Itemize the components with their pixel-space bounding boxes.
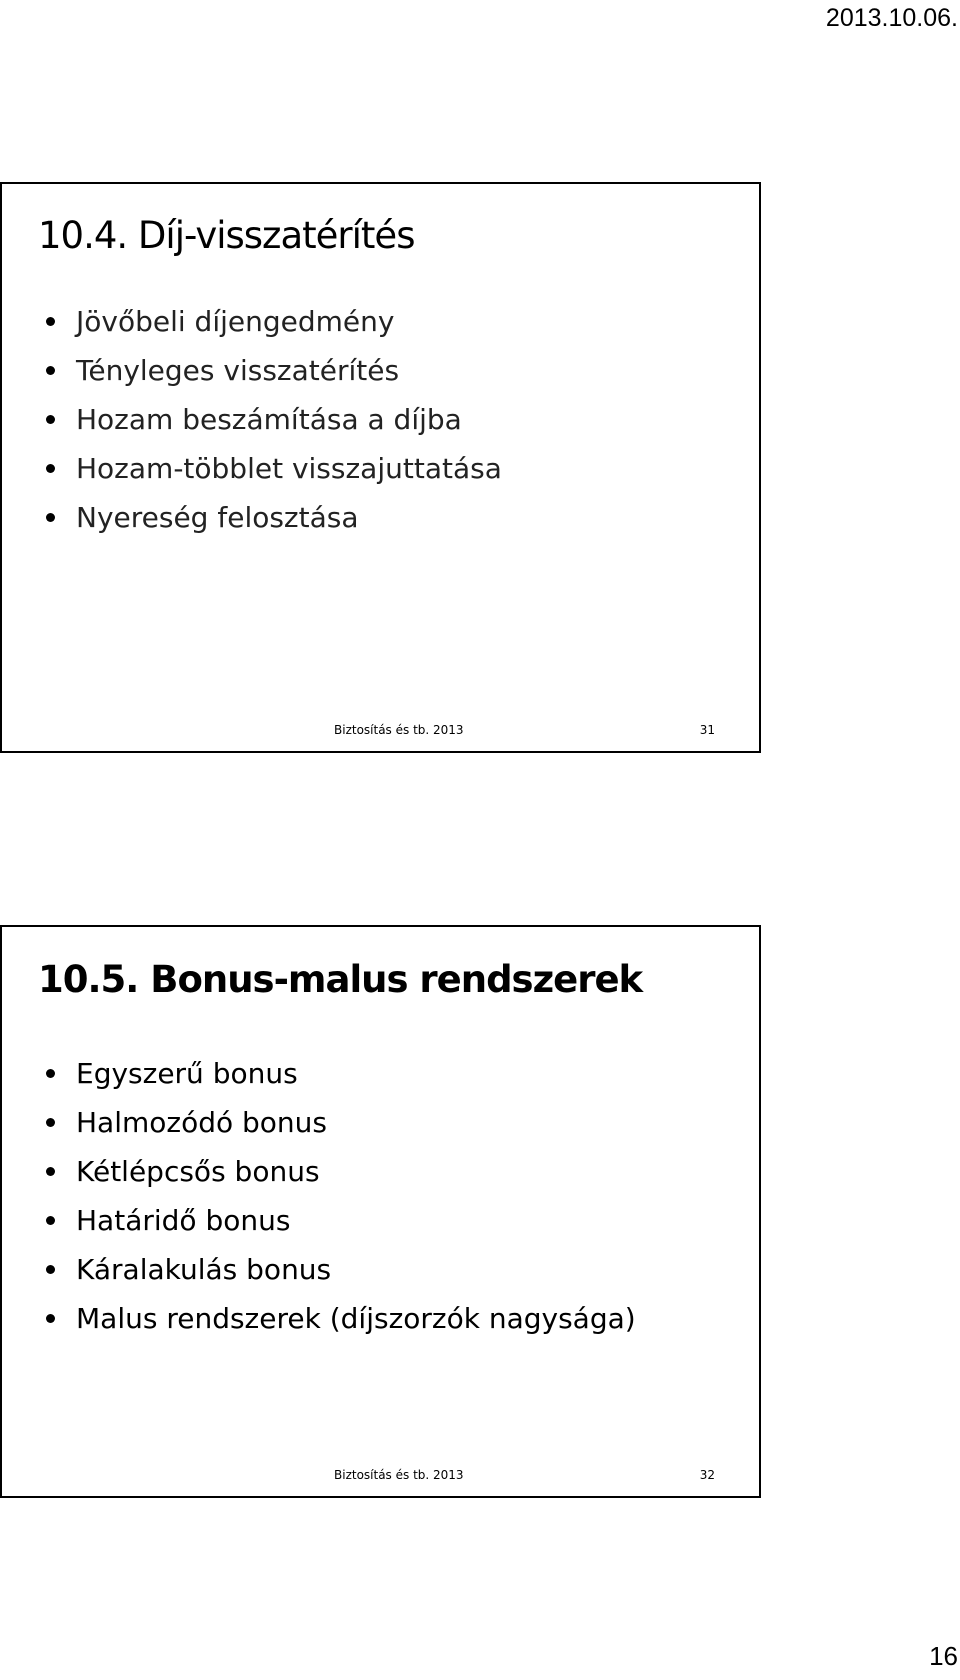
slide-footer-caption: Biztosítás és tb. 2013	[334, 1468, 464, 1482]
bullet-icon	[46, 1069, 55, 1078]
slide-title-number: 10.4.	[38, 214, 128, 257]
slide-title	[38, 958, 642, 1001]
bullet-icon	[46, 366, 55, 375]
bullet-icon	[46, 464, 55, 473]
list-item	[46, 297, 502, 346]
slide-title-text: Bonus-malus rendszerek	[150, 958, 643, 1001]
slide-31	[0, 182, 761, 753]
page-number: 16	[929, 1641, 958, 1671]
list-item-text: Kétlépcsős bonus	[76, 1155, 320, 1188]
list-item-text: Nyereség felosztása	[76, 501, 359, 534]
list-item	[46, 444, 502, 493]
page-date: 2013.10.06.	[825, 4, 958, 32]
list-item-text: Káralakulás bonus	[76, 1253, 332, 1286]
bullet-icon	[46, 1314, 55, 1323]
list-item	[46, 493, 502, 542]
bullet-icon	[46, 1216, 55, 1225]
bullet-icon	[46, 415, 55, 424]
list-item-text: Malus rendszerek (díjszorzók nagysága)	[76, 1302, 636, 1335]
list-item	[46, 1147, 636, 1196]
list-item	[46, 1245, 636, 1294]
slide-footer-caption: Biztosítás és tb. 2013	[334, 723, 464, 737]
slide-title-text: Díj-visszatérítés	[137, 214, 415, 257]
bullet-icon	[46, 1118, 55, 1127]
bullet-list	[46, 297, 502, 542]
list-item-text: Halmozódó bonus	[76, 1106, 328, 1139]
slide-32	[0, 925, 761, 1498]
list-item-text: Hozam-többlet visszajuttatása	[76, 452, 502, 485]
list-item-text: Tényleges visszatérítés	[76, 354, 400, 387]
list-item	[46, 1049, 636, 1098]
bullet-icon	[46, 513, 55, 522]
list-item	[46, 1098, 636, 1147]
bullet-icon	[46, 317, 55, 326]
list-item-text: Jövőbeli díjengedmény	[76, 305, 395, 338]
slide-title-number: 10.5.	[38, 958, 139, 1001]
slide-title	[38, 214, 414, 257]
list-item	[46, 346, 502, 395]
list-item-text: Egyszerű bonus	[76, 1057, 298, 1090]
bullet-list	[46, 1049, 636, 1343]
list-item	[46, 395, 502, 444]
slide-number: 31	[699, 723, 715, 737]
bullet-icon	[46, 1265, 55, 1274]
list-item	[46, 1196, 636, 1245]
bullet-icon	[46, 1167, 55, 1176]
list-item-text: Határidő bonus	[76, 1204, 291, 1237]
slide-number: 32	[699, 1468, 715, 1482]
list-item	[46, 1294, 636, 1343]
list-item-text: Hozam beszámítása a díjba	[76, 403, 462, 436]
